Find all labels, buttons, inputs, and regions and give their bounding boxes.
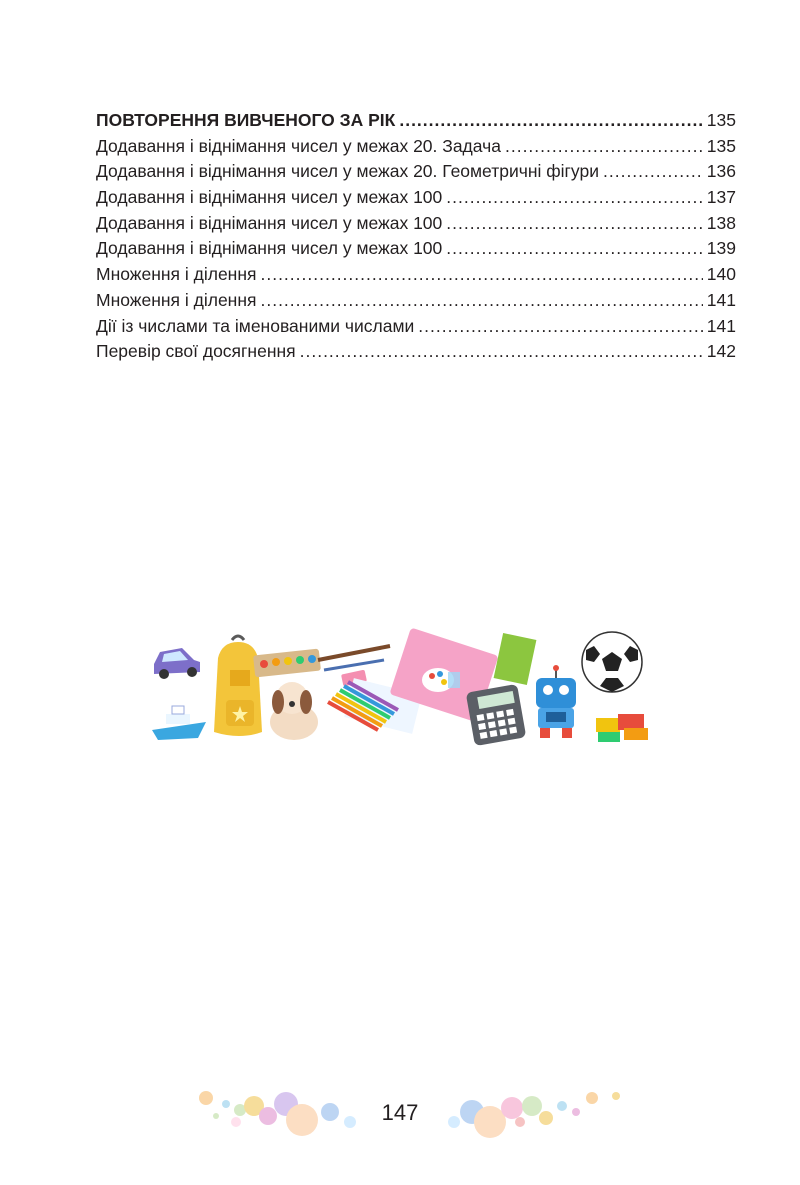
notebook-icon [494,633,537,685]
toc-leader-dots [260,262,702,288]
toc-leader-dots [505,134,703,160]
toc-leader-dots [446,211,703,237]
building-blocks-icon [596,714,648,742]
toc-entry-page: 140 [706,264,736,285]
toc-entry-title: Додавання і віднімання чисел у межах 100 [96,238,443,259]
toc-leader-dots [446,236,703,262]
plush-dog-icon [270,682,318,740]
toc-entry-title: Дії із числами та іменованими числами [96,315,415,336]
toc-entry[interactable] [96,314,736,340]
paint-box-icon [253,649,321,678]
toc-entry[interactable] [96,288,736,314]
table-of-contents [96,108,736,365]
toc-entry-page: 141 [706,315,736,336]
toc-entry-title: Додавання і віднімання чисел у межах 100 [96,187,443,208]
toc-entry-page: 141 [706,289,736,310]
toc-entry[interactable] [96,159,736,185]
toc-entry-page: 139 [706,238,736,259]
toc-entry-page: 136 [706,161,736,182]
toy-car-icon [154,648,200,679]
toc-leader-dots [300,339,703,365]
toc-entry-title: ПОВТОРЕННЯ ВИВЧЕНОГО ЗА РІК [96,110,396,130]
toc-leader-dots [603,159,703,185]
toy-robot-icon [536,665,576,738]
toc-leader-dots [446,185,703,211]
toc-entry-title: Множення і ділення [96,289,257,310]
toc-entry[interactable] [96,262,736,288]
toc-entry-title: Додавання і віднімання чисел у межах 20. Геометричні фігури [96,161,599,182]
page-number: 147 [381,1100,419,1125]
toc-entry-title: Додавання і віднімання чисел у межах 20. Задача [96,135,501,156]
paint-brush-icon [318,646,390,670]
toc-entry[interactable] [96,211,736,237]
toc-entry[interactable] [96,185,736,211]
school-supplies-illustration [148,626,652,750]
toc-entry[interactable] [96,339,736,365]
soccer-ball-icon [582,632,642,692]
toc-entry-page: 138 [706,212,736,233]
toc-leader-dots [260,288,702,314]
toy-boat-icon [152,706,206,740]
toc-entry-title: Перевір свої досягнення [96,341,296,362]
toc-entry-page: 135 [706,135,736,156]
toc-entry-page: 142 [706,341,736,362]
toc-entry-title: Множення і ділення [96,264,257,285]
toc-heading[interactable] [96,108,736,134]
toc-entry-page: 135 [706,110,736,130]
backpack-icon [214,636,262,736]
toc-entry[interactable] [96,134,736,160]
toc-entry[interactable] [96,236,736,262]
toc-leader-dots [399,108,702,134]
calculator-icon [466,684,527,746]
toc-entry-title: Додавання і віднімання чисел у межах 100 [96,212,443,233]
toc-leader-dots [418,314,703,340]
toc-entry-page: 137 [706,187,736,208]
